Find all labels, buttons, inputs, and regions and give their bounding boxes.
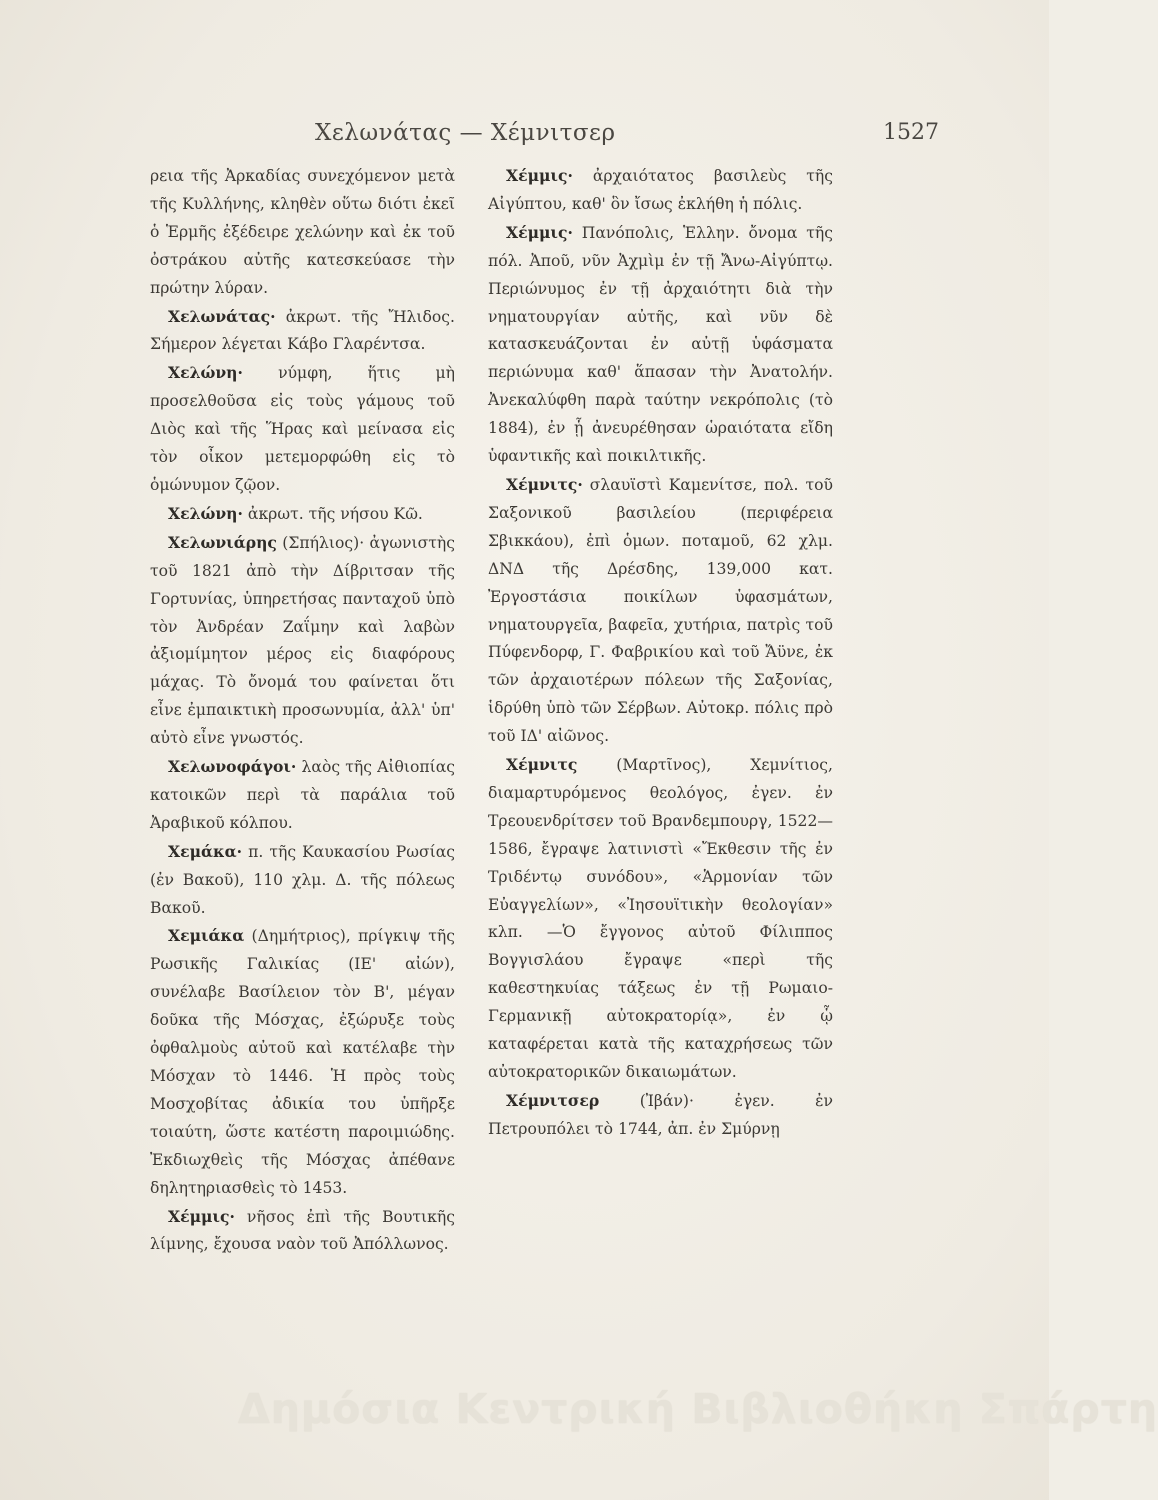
definition: (Ἰβάν)· ἐγεν. ἐν Πετρουπόλει τὸ 1744, ἀπ. ἐν Σμύρνῃ [488,1091,833,1138]
headword: Χέμμις· [506,222,573,242]
headword: Χελωνάτας· [168,306,276,326]
definition: π. τῆς Καυκασίου Ρωσίας (ἐν Βακοῦ), 110 χλμ. Δ. τῆς πόλεως Βακοῦ. [150,842,455,917]
entry [150,922,455,1202]
definition: ἀρχαιότατος βασιλεὺς τῆς Αἰγύπτου, καθ' ὃν ἴσως ἐκλήθη ἡ πόλις. [488,167,833,213]
left-column [150,162,455,1259]
entry [150,529,455,753]
entry [150,753,455,838]
entry [488,162,833,219]
entry [488,751,833,1087]
headword: Χεμιάκα [168,926,245,946]
running-title: Χελωνάτας — Χέμνιτσερ [315,120,616,146]
page-number: 1527 [883,120,939,145]
entry [150,838,455,923]
entry [150,1203,455,1260]
headword: Χελωνοφάγοι· [168,757,297,777]
definition: ρεια τῆς Ἀρκαδίας συνεχόμενον μετὰ τῆς Κυλλήνης, κληθὲν οὕτω διότι ἐκεῖ ὁ Ἑρμῆς ἐξέδειρε χελώνην καὶ ἐκ τοῦ ὀστράκου αὐτῆς κατεσκεύασε τὴν πρώτην λύραν. [150,167,455,297]
headword: Χέμμις· [168,1206,235,1226]
definition: ἀκρωτ. τῆς νήσου Κῶ. [242,504,423,523]
definition: (Σπήλιος)· ἀγωνιστὴς τοῦ 1821 ἀπὸ τὴν Δίβριτσαν τῆς Γορτυνίας, ὑπηρετήσας πανταχοῦ ὑπὸ τὸν Ἀνδρέαν Ζαΐμην καὶ λαβὼν ἀξιομίμητον μέρος εἰς διαφόρους μάχας. Τὸ ὄνομά του φαίνεται ὅτι εἶνε ἐμπαικτικὴ προσωνυμία, ἀλλ' ὑπ' αὐτὸ εἶνε γνωστός. [150,533,455,748]
library-watermark: Δημόσια Κεντρική Βιβλιοθήκη Σπάρτη [238,1385,1158,1433]
headword: Χελωνιάρης [168,532,277,552]
definition: (Μαρτῖνος), Χεμνίτιος, διαμαρτυρόμενος θεολόγος, ἐγεν. ἐν Τρεουενδρίτσεν τοῦ Βρανδεμπουργ, 1522—1586, ἔγραψε λατινιστὶ «Ἔκθεσιν τῆς ἐν Τριδέντῳ συνόδου», «Ἁρμονίαν τῶν Εὐαγγελίων», «Ἰησουϊτικὴν θεολογίαν» κλπ. —Ὁ ἔγγονος αὐτοῦ Φίλιππος Βογγισλάου ἔγραψε «περὶ τῆς καθεστηκυίας τάξεως ἐν τῇ Ρωμαιο-Γερμανικῇ αὐτοκρατορίᾳ», ἐν ᾧ καταφέρεται κατὰ τῆς καταχρήσεως τῶν αὐτοκρατορικῶν δικαιωμάτων. [488,756,833,1081]
headword: Χελώνη· [168,363,243,383]
headword: Χελώνη· [168,503,243,523]
definition: νύμφη, ἥτις μὴ προσελθοῦσα εἰς τοὺς γάμους τοῦ Διὸς καὶ τῆς Ἥρας καὶ μείνασα εἰς τὸν οἶκον μετεμορφώθη εἰς τὸ ὁμώνυμον ζῷον. [150,364,455,494]
headword: Χέμνιτς· [506,474,583,494]
entry [150,359,455,500]
definition: (Δημήτριος), πρίγκιψ τῆς Ρωσικῆς Γαλικίας (ΙΕ' αἰών), συνέλαβε Βασίλειον τὸν Β', μέγαν δοῦκα τῆς Μόσχας, ἐξώρυξε τοὺς ὀφθαλμοὺς αὐτοῦ καὶ κατέλαβε τὴν Μόσχαν τὸ 1446. Ἡ πρὸς τοὺς Μοσχοβίτας ἀδικία του ὑπῆρξε τοιαύτη, ὥστε κατέστη παροιμιώδης. Ἐκδιωχθεὶς τῆς Μόσχας ἀπέθανε δηλητηριασθεὶς τὸ 1453. [150,927,455,1197]
entry [488,471,833,751]
headword: Χέμμις· [506,166,573,185]
entry [488,1087,833,1144]
definition: Πανόπολις, Ἑλλην. ὄνομα τῆς πόλ. Ἀποῦ, νῦν Ἀχμὶμ ἐν τῇ Ἄνω-Αἰγύπτῳ. Περιώνυμος ἐν τῇ ἀρχαιότητι διὰ τὴν νηματουργίαν αὐτῆς, καὶ νῦν δὲ κατασκευάζονται ἐν αὐτῇ ὑφάσματα περιώνυμα καθ' ἅπασαν τὴν Ἀνατολήν. Ἀνεκαλύφθη παρὰ ταύτην νεκρόπολις (τὸ 1884), ἐν ᾗ ἀνευρέθησαν ὡραιότατα εἴδη ὑφαντικῆς καὶ ποικιλτικῆς. [488,223,833,466]
entry [150,303,455,360]
definition: σλαυϊστὶ Καμενίτσε, πολ. τοῦ Σαξονικοῦ βασιλείου (περιφέρεια Σβικκάου), ἐπὶ ὁμων. ποταμοῦ, 62 χλμ. ΔΝΔ τῆς Δρέσδης, 139,000 κατ. Ἐργοστάσια ποικίλων ὑφασμάτων, νηματουργεῖα, βαφεῖα, χυτήρια, πατρὶς τοῦ Πύφενδορφ, Γ. Φαβρικίου καὶ τοῦ Ἄϋνε, ἐκ τῶν ἀρχαιοτέρων πόλεων τῆς Σαξονίας, ἱδρύθη ὑπὸ τῶν Σέρβων. Αὐτοκρ. πόλις πρὸ τοῦ ΙΔ' αἰῶνος. [488,475,833,746]
page-header [150,120,939,156]
definition: νῆσος ἐπὶ τῆς Βουτικῆς λίμνης, ἔχουσα ναὸν τοῦ Ἀπόλλωνος. [150,1207,455,1254]
headword: Χέμνιτσερ [506,1090,600,1110]
headword: Χέμνιτς [506,755,578,775]
entry [150,162,455,303]
definition: ἀκρωτ. τῆς Ἤλιδος. Σήμερον λέγεται Κάβο Γλαρέντσα. [150,307,455,354]
right-column [488,162,833,1144]
entry [150,500,455,529]
definition: λαὸς τῆς Αἰθιοπίας κατοικῶν περὶ τὰ παράλια τοῦ Ἀραβικοῦ κόλπου. [150,758,455,832]
entry [488,219,833,471]
headword: Χεμάκα· [168,841,243,861]
